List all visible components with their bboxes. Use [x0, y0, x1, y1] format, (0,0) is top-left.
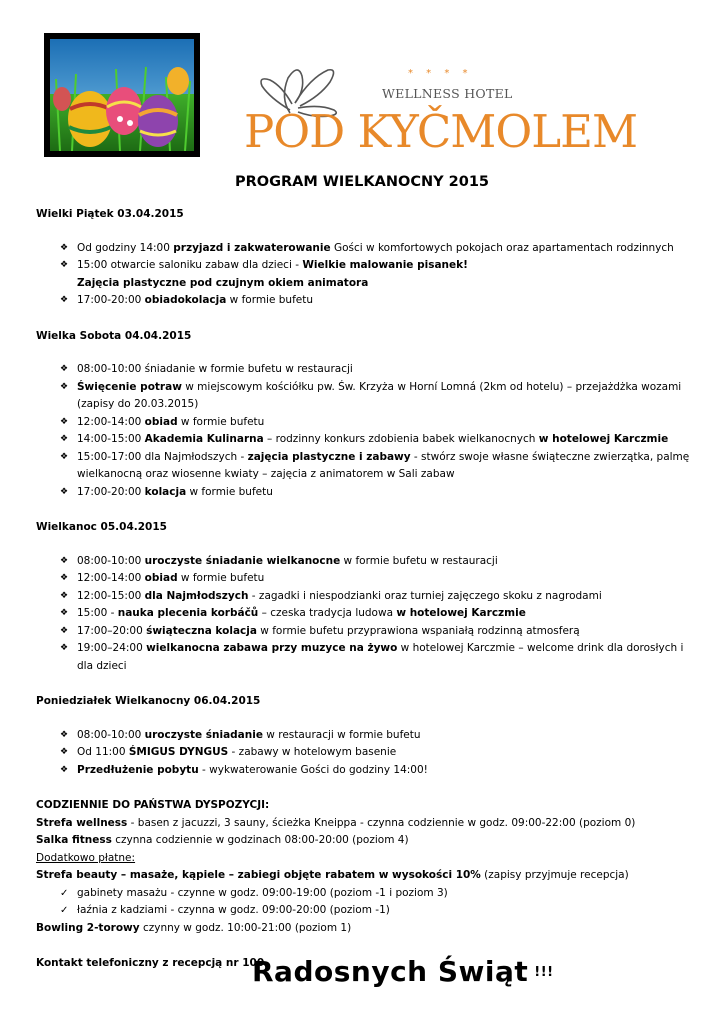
list-item: ✓ łaźnia z kadziami - czynna w godz. 09:00-20:00 (poziom -1)	[60, 902, 696, 920]
list-item: ❖ 12:00-14:00 obiad w formie bufetu	[60, 570, 696, 588]
day-heading: Poniedziałek Wielkanocny 06.04.2015	[36, 695, 261, 707]
program-content	[36, 206, 696, 973]
list-item: ❖ 14:00-15:00 Akademia Kulinarna – rodzinny konkurs zdobienia babek wielkanocnych w hotelowej Karczmie	[60, 431, 696, 449]
diamond-bullet-icon: ❖	[60, 260, 69, 270]
day-section-saturday	[36, 328, 696, 502]
diamond-bullet-icon: ❖	[60, 608, 69, 618]
page-title: PROGRAM WIELKANOCNY 2015	[234, 174, 490, 190]
diamond-bullet-icon: ❖	[60, 764, 69, 775]
checkmark-icon: ✓	[60, 887, 69, 899]
list-item: ❖ 17:00-20:00 kolacja w formie bufetu	[60, 484, 696, 502]
event-list	[36, 727, 696, 780]
day-heading: Wielkanoc 05.04.2015	[36, 521, 167, 533]
list-item: ❖ 08:00-10:00 śniadanie w formie bufetu w restauracji	[60, 361, 696, 379]
continuation-line: Zajęcia plastyczne pod czujnym okiem animatora	[77, 276, 369, 289]
easter-eggs-illustration	[50, 39, 194, 151]
diamond-bullet-icon: ❖	[60, 434, 69, 444]
event-list	[36, 361, 696, 501]
list-item: ❖ 15:00-17:00 dla Najmłodszych - zajęcia plastyczne i zabawy - stwórz swoje własne świąteczne zwierzątka, palmę wielkanocną oraz wiosenne kwiaty – zajęcia z animatorem w Sali zabaw	[60, 450, 690, 480]
list-item: ❖ Od 11:00 ŚMIGUS DYNGUS - zabawy w hotelowym basenie	[60, 744, 696, 762]
paid-heading: Dodatkowo płatne:	[36, 851, 136, 864]
list-item: ❖ 15:00 - nauka plecenia korbáčů – czeska tradycja ludowa w hotelowej Karczmie	[60, 605, 696, 623]
fitness-line: Salka fitness czynna codziennie w godzinach 08:00-20:00 (poziom 4)	[36, 834, 409, 846]
event-list	[36, 240, 696, 275]
day-section-friday	[36, 206, 696, 310]
list-item: ❖ 17:00–20:00 świąteczna kolacja w formie bufetu przyprawiona wspaniałą rodzinną atmosferą	[60, 623, 696, 641]
diamond-bullet-icon: ❖	[60, 295, 69, 305]
diamond-bullet-icon: ❖	[60, 381, 69, 392]
list-item: ✓ gabinety masażu - czynne w godz. 09:00-19:00 (poziom -1 i poziom 3)	[60, 885, 696, 903]
daily-heading: CODZIENNIE DO PAŃSTWA DYSPOZYCJI:	[36, 799, 270, 811]
diamond-bullet-icon: ❖	[60, 416, 69, 427]
list-item: ❖ 12:00-15:00 dla Najmłodszych - zagadki i niespodzianki oraz turniej zajęczego skoku z nagrodami	[60, 588, 696, 606]
diamond-bullet-icon: ❖	[60, 486, 69, 497]
diamond-bullet-icon: ❖	[60, 242, 69, 253]
day-heading: Wielki Piątek 03.04.2015	[36, 208, 184, 220]
day-heading: Wielka Sobota 04.04.2015	[36, 329, 192, 342]
daily-amenities	[36, 797, 696, 973]
logo-subtitle: WELLNESS HOTEL	[382, 86, 513, 101]
list-item: ❖ 15:00 otwarcie saloniku zabaw dla dzieci - Wielkie malowanie pisanek!	[60, 257, 696, 275]
easter-eggs-photo	[44, 33, 200, 157]
list-item: ❖ Przedłużenie pobytu - wykwaterowanie Gości do godziny 14:00!	[60, 762, 696, 780]
closing-greeting: Radosnych Świąt !!!	[252, 955, 554, 988]
diamond-bullet-icon: ❖	[60, 747, 69, 757]
list-item: ❖ Od godziny 14:00 przyjazd i zakwaterowanie Gości w komfortowych pokojach oraz apartamentach rodzinnych	[60, 240, 696, 258]
logo-name: POD KYČMOLEM	[244, 105, 638, 158]
wellness-line: Strefa wellness - basen z jacuzzi, 3 sauny, ścieżka Kneippa - czynna codziennie w godz. 09:00-22:00 (poziom 0)	[36, 816, 636, 829]
list-item: ❖ 08:00-10:00 uroczyste śniadanie w restauracji w formie bufetu	[60, 727, 696, 745]
diamond-bullet-icon: ❖	[60, 555, 69, 566]
beauty-line: Strefa beauty – masaże, kąpiele – zabiegi objęte rabatem w wysokości 10% (zapisy przyjmuje recepcja)	[36, 869, 629, 881]
beauty-services-list	[36, 885, 696, 920]
contact-line: Kontakt telefoniczny z recepcją nr 100	[36, 957, 265, 969]
list-item: ❖ 08:00-10:00 uroczyste śniadanie wielkanocne w formie bufetu w restauracji	[60, 553, 696, 571]
bowling-line: Bowling 2-torowy czynny w godz. 10:00-21:00 (poziom 1)	[36, 921, 352, 934]
event-list	[36, 553, 696, 676]
list-item: ❖ 12:00-14:00 obiad w formie bufetu	[60, 414, 696, 432]
diamond-bullet-icon: ❖	[60, 729, 69, 740]
list-item: ❖ Święcenie potraw w miejscowym kościółku pw. Św. Krzyża w Horní Lomná (2km od hotelu) – przejażdżka wozami (zapisy do 20.03.2015)	[60, 380, 682, 410]
list-item: ❖ 19:00–24:00 wielkanocna zabawa przy muzyce na żywo w hotelowej Karczmie – welcome drink dla dorosłych i dla dzieci	[60, 642, 684, 672]
day-section-monday	[36, 693, 696, 779]
checkmark-icon: ✓	[60, 905, 69, 916]
diamond-bullet-icon: ❖	[60, 451, 69, 462]
diamond-bullet-icon: ❖	[60, 364, 69, 374]
day-section-sunday	[36, 519, 696, 675]
list-item: ❖ 17:00-20:00 obiadokolacja w formie bufetu	[60, 292, 696, 310]
event-list	[36, 292, 696, 310]
diamond-bullet-icon: ❖	[60, 573, 69, 583]
diamond-bullet-icon: ❖	[60, 643, 69, 653]
hotel-stars: * * * *	[408, 68, 473, 79]
diamond-bullet-icon: ❖	[60, 590, 69, 601]
diamond-bullet-icon: ❖	[60, 625, 69, 636]
